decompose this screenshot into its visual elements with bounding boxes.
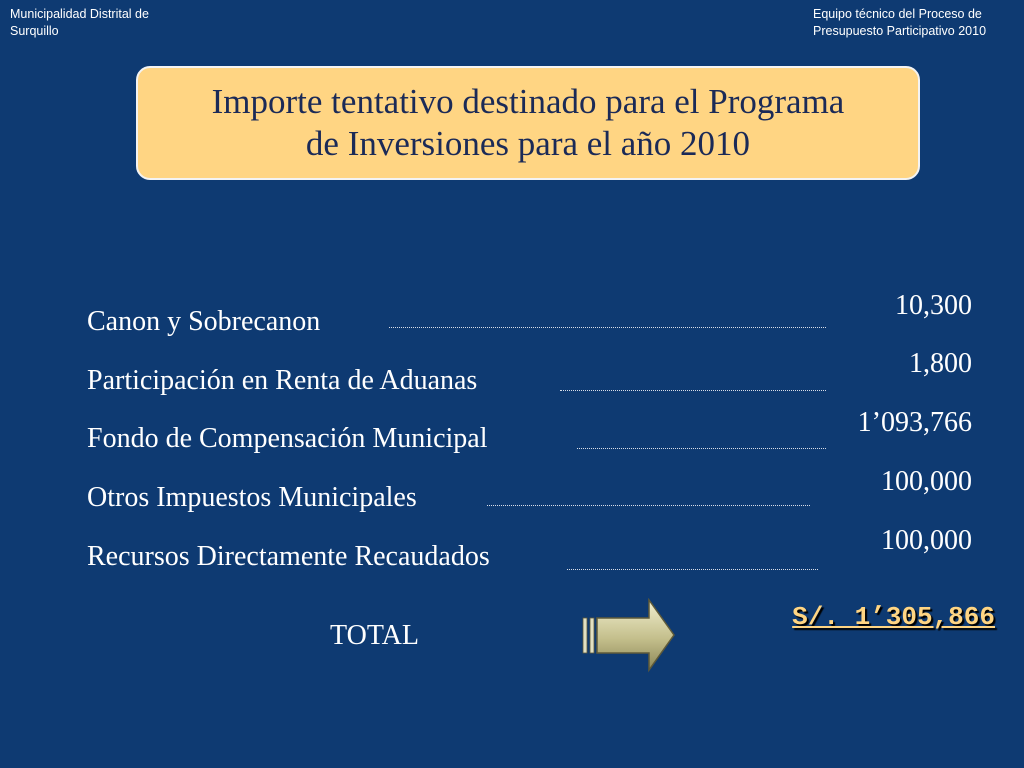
item-label-foncomun: Fondo de Compensación Municipal	[87, 423, 488, 454]
item-leader-rdr	[567, 569, 818, 570]
item-label-aduanas: Participación en Renta de Aduanas	[87, 365, 478, 396]
item-amount-canon: 10,300	[895, 290, 972, 321]
item-leader-otros-impuestos	[487, 505, 810, 506]
item-amount-foncomun: 1’093,766	[857, 407, 972, 438]
page-title: Importe tentativo destinado para el Programa de Inversiones para el año 2010	[211, 82, 845, 163]
item-leader-foncomun	[577, 448, 826, 449]
item-leader-canon	[389, 327, 826, 328]
item-label-rdr: Recursos Directamente Recaudados	[87, 541, 490, 572]
item-leader-aduanas	[560, 390, 826, 391]
item-amount-otros-impuestos: 100,000	[881, 466, 972, 497]
item-label-canon: Canon y Sobrecanon	[87, 306, 321, 337]
header-team	[813, 6, 1018, 40]
item-label-otros-impuestos: Otros Impuestos Municipales	[87, 482, 417, 513]
header-municipality	[10, 6, 200, 40]
header-team-text: Equipo técnico del Proceso de Presupuesto Participativo 2010	[813, 7, 987, 38]
title-box	[136, 66, 920, 180]
total-label: TOTAL	[330, 620, 420, 651]
header-municipality-text: Municipalidad Distrital de Surquillo	[10, 7, 149, 38]
item-amount-rdr: 100,000	[881, 525, 972, 556]
total-value: S/. 1’305,866	[792, 602, 995, 632]
item-amount-aduanas: 1,800	[909, 348, 972, 379]
right-arrow-icon	[582, 598, 676, 674]
